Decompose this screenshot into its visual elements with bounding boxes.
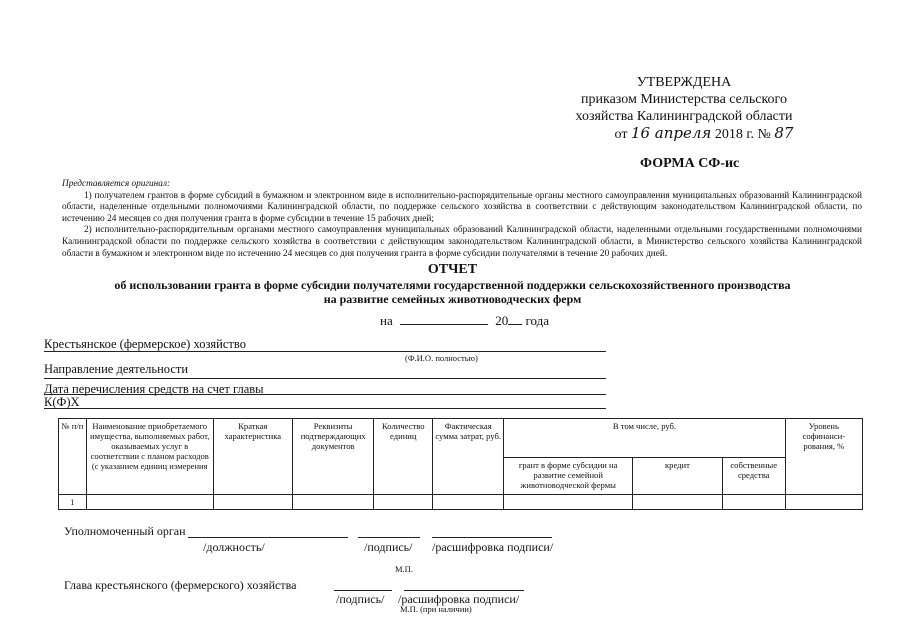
transfer-date-line-2[interactable] [44,408,606,409]
report-subtitle-1: об использовании гранта в форме субсидии получателями государственной поддержки сельскохозяйственного производства [114,278,791,292]
col-grant: грант в форме субсидии на развитие семейной животноводческой фермы [504,458,633,495]
period-on-label: на [380,313,393,328]
approval-line-2: приказом Министерства сельского [581,92,787,107]
col-qty: Количество единиц [374,419,433,495]
transfer-date-label-2: К(Ф)Х [44,395,80,409]
submission-note [62,179,862,260]
period-year-suffix: года [525,313,550,328]
head-stamp: М.П. (при наличии) [400,604,472,614]
submission-item-2: 2) исполнительно-распорядительным органами местного самоуправления муниципальных образований Калининградской области, наделенными отдельными государственными полномочиями Калининградской области по поддержке сельского хозяйства в соответствии с действующим законодательством Калининградской области, в Министерство сельского хозяйства Калининградской области в бумажном и электронном виде по истечению 24 месяцев со дня получения гранта в форме субсидии получателями в течение 20 рабочих дней. [62,225,862,259]
authority-signature-hint: /подпись/ [364,540,413,554]
col-name: Наименование приобретаемого имущества, выполняемых работ, оказываемых услуг в соответствии с планом расходов (с указанием единиц измерения [86,419,213,495]
approval-line-1: УТВЕРЖДЕНА [636,75,732,90]
authority-decoding-line[interactable] [432,537,552,538]
col-credit: кредит [633,458,723,495]
transfer-date-line-1[interactable] [44,394,606,395]
authority-position-hint: /должность/ [203,540,265,554]
head-decoding-line[interactable] [404,590,524,591]
cell-name[interactable] [86,495,213,510]
col-num: № п/п [59,419,87,495]
approval-date-handwritten: 16 апреля [630,124,712,142]
cell-brief[interactable] [213,495,292,510]
submission-item-1: 1) получателем грантов в форме субсидий в бумажном и электронном виде в исполнительно-распорядительные органы местного самоуправления муниципальных образований Калининградской области, наделенные отдельными полномочиями Калининградской области, по поддержке сельского хозяйства в соответствии с действующим законодательством Калининградской области, по истечению 24 месяцев со дня получения гранта в форме субсидии в течение 15 рабочих дней; [62,190,862,224]
submission-heading: Представляется оригинал: [62,179,171,189]
direction-field-label: Направление деятельности [44,362,189,376]
col-cofin: Уровень софинанси-рования, % [785,419,862,495]
transfer-date-label-1: Дата перечисления средств на счет главы [44,382,264,396]
col-details: Реквизиты подтверждающих документов [292,419,373,495]
farm-field-hint: (Ф.И.О. полностью) [405,353,478,363]
period-year-prefix: 20 [495,313,509,328]
head-decoding-hint: /расшифровка подписи/ [398,592,520,606]
head-signature-hint: /подпись/ [336,592,385,606]
cell-own[interactable] [722,495,785,510]
authority-decoding-hint: /расшифровка подписи/ [432,540,554,554]
approval-number-handwritten: 87 [774,124,794,142]
col-brief: Краткая характеристика [213,419,292,495]
approval-line-3: хозяйства Калининградской области [575,109,793,124]
col-actual: Фактическая сумма затрат, руб. [433,419,504,495]
cell-actual[interactable] [433,495,504,510]
authority-position-line[interactable] [188,537,348,538]
cell-num: 1 [59,495,87,510]
report-title: ОТЧЕТ [427,262,478,277]
cell-details[interactable] [292,495,373,510]
table-header-row-1 [59,419,863,458]
farm-field-line[interactable] [44,351,606,352]
report-table [58,418,863,510]
table-row [59,495,863,510]
direction-field-line[interactable] [44,378,606,379]
farm-field-label: Крестьянское (фермерское) хозяйство [44,337,246,351]
report-subtitle-2: на развитие семейных животноводческих ферм [323,292,582,306]
period-date-blank[interactable] [400,312,488,325]
head-label: Глава крестьянского (фермерского) хозяйства [64,578,297,592]
authority-label: Уполномоченный орган [64,524,186,538]
approval-date-year: 2018 г. № [714,127,771,142]
cell-qty[interactable] [374,495,433,510]
authority-stamp: М.П. [395,564,413,574]
col-incl: В том числе, руб. [504,419,785,458]
authority-signature-line[interactable] [358,537,420,538]
cell-credit[interactable] [633,495,723,510]
period-year-blank[interactable] [508,312,522,325]
report-period [380,312,549,329]
head-signature-line[interactable] [334,590,392,591]
col-own: собственные средства [722,458,785,495]
approval-block [539,74,829,143]
cell-grant[interactable] [504,495,633,510]
cell-cofin[interactable] [785,495,862,510]
form-title: ФОРМА СФ-ис [640,156,740,171]
approval-date-prefix: от [614,127,628,142]
approval-date-line [579,125,829,143]
